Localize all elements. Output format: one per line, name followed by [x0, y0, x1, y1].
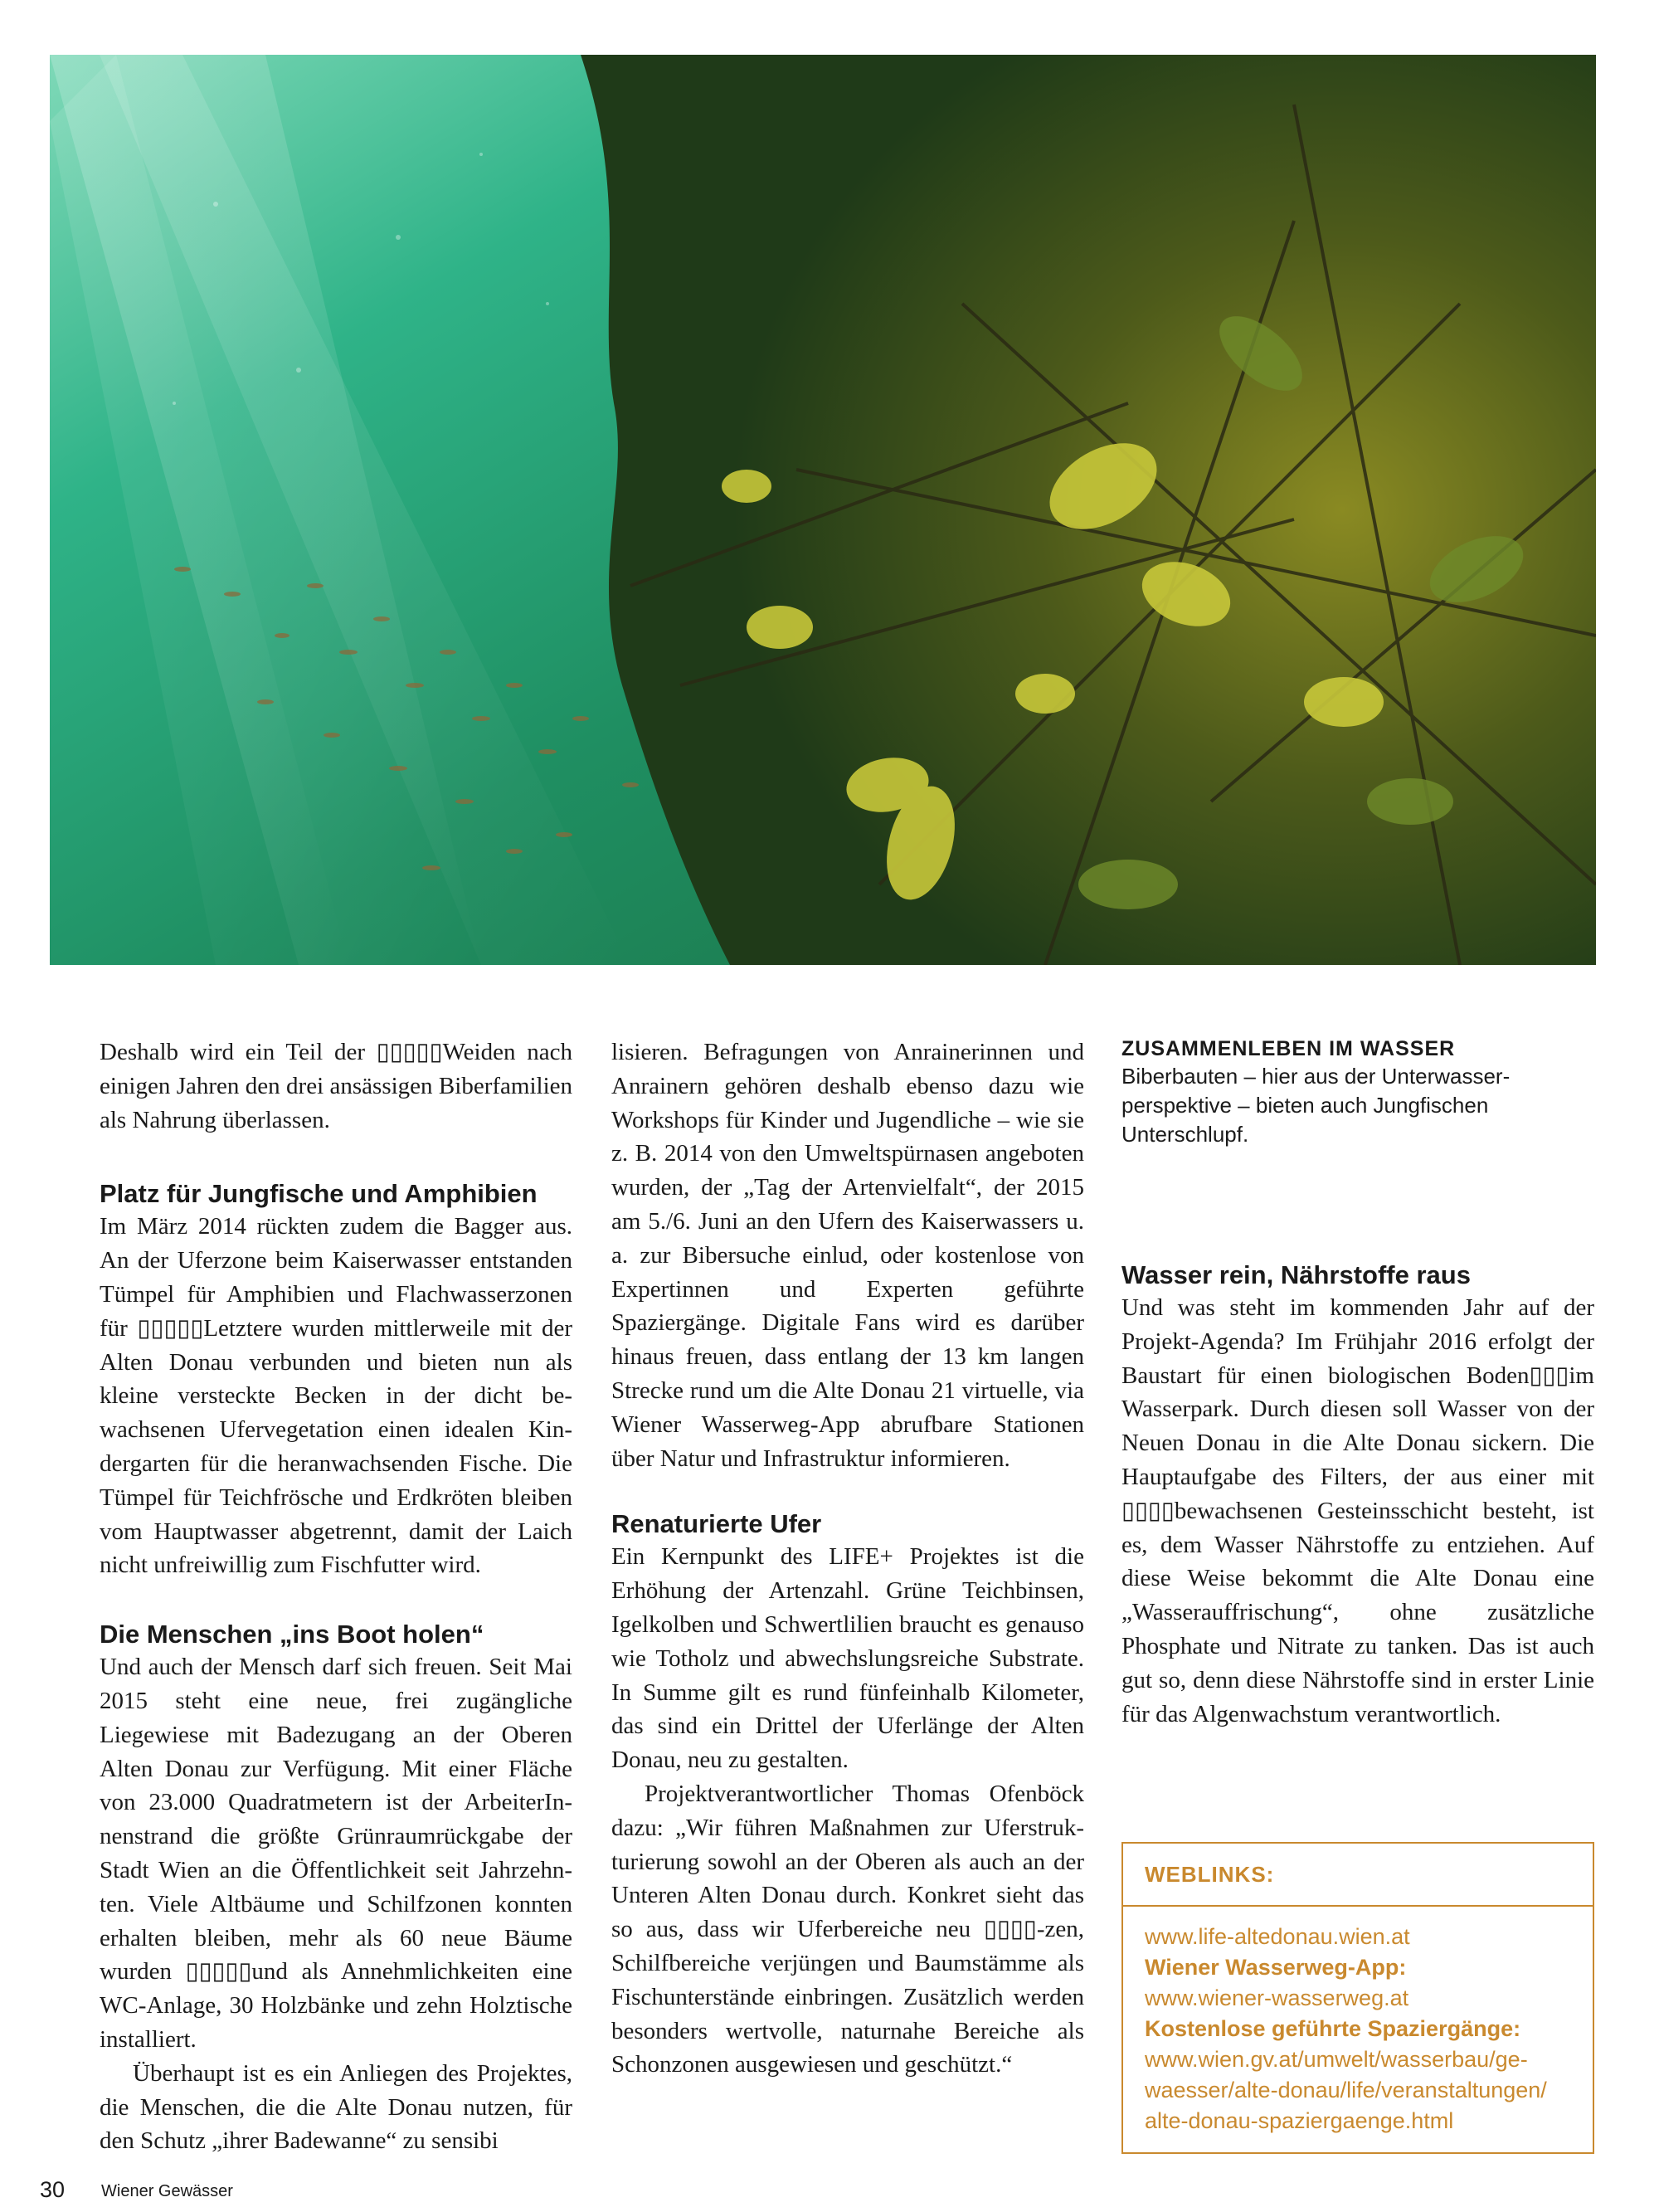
subheading: Wasser rein, Nährstoffe raus: [1121, 1260, 1471, 1289]
paragraph: Im März 2014 rückten zudem die Bagger aus. An der Uferzone beim Kaiserwasser entstanden Tümpel für Amphibien und Flachwasserzonen für ▯▯▯▯▯Letztere wurden mittlerweile mit der Alten Donau verbunden und bieten nun als kleine versteckte Becken in der dicht bewachsenen Ufervegetation einen idealen Kindergarten für die heranwachsenden Fische. Die Tümpel für Teichfrösche und Erdkröten bleiben vom Hauptwasser abgetrennt, damit der Laich nicht unfreiwillig zum Fischfutter wird.: [100, 1213, 572, 1579]
article-column-3: [1121, 1259, 1594, 1731]
underwater-illustration: [50, 55, 1596, 965]
paragraph: Projektverantwortlicher Thomas Ofenböck dazu: „Wir führen Maßnahmen zur Uferstrukturierung sowohl an der Oberen als auch an der Unteren Alten Donau durch. Konkret sieht das so aus, dass wir Uferbereiche neu ▯▯▯▯-zen, Schilfbereiche verjüngen und Baumstämme als Fischunterstände einbringen. Zusätzlich werden besonders wertvolle, naturnahe Bereiche als Schonzonen ausgewiesen und geschützt.“: [611, 1780, 1084, 2078]
weblink-spaziergaenge-cont[interactable]: alte-donau-spaziergaenge.html: [1145, 2108, 1454, 2133]
caption-title: ZUSAMMENLEBEN IM WASSER: [1121, 1037, 1456, 1060]
weblink-label: Kostenlose geführte Spaziergänge:: [1145, 2016, 1521, 2041]
page-number: 30: [40, 2177, 66, 2202]
weblink-life-altedonau[interactable]: www.life-altedonau.wien.at: [1145, 1924, 1410, 1949]
weblink-spaziergaenge[interactable]: www.wien.gv.at/umwelt/wasserbau/ge-: [1145, 2047, 1528, 2072]
paragraph: Und was steht im kommenden Jahr auf der Projekt-Agenda? Im Frühjahr 2016 erfolgt der Baustart für einen biologischen Boden▯▯▯im Wasserpark. Durch diesen soll Wasser von der Neuen Donau in die Alte Donau sickern. Die Hauptaufgabe des Filters, der aus einer mit ▯▯▯▯bewachsenen Gesteinsschicht besteht, ist es, dem Wasser Nährstoffe zu entziehen. Auf diese Weise bekommt die Alte Donau eine „Wasserauffrischung“, ohne zusätzliche Phosphate und Nitrate zu tanken. Das ist auch gut so, denn diese Nährstoffe sind in erster Linie für das Algenwachstum verantwortlich.: [1121, 1294, 1594, 1727]
paragraph: lisieren. Befragungen von Anrainerinnen und Anrainern gehören deshalb ebenso dazu wie Workshops für Kinder und Jugendliche – wie sie z. B. 2014 von den Umweltspürnasen angeboten wurden, der „Tag der Artenvielfalt“, der 2015 am 5./6. Juni an den Ufern des Kaiserwassers u. a. zur Bibersuche einlud, oder kostenlose von Expertinnen und Experten geführte Spaziergänge. Digitale Fans wird es darüber hinaus freuen, dass entlang der 13 km langen Strecke rund um die Alte Donau 21 virtuelle, via Wiener Wasserweg-App abrufbare Stationen über Natur und Infrastruktur informieren.: [611, 1039, 1084, 1472]
article-column-2: [611, 1035, 1084, 2082]
article-column-1: [100, 1035, 572, 2158]
paragraph: Deshalb wird ein Teil der ▯▯▯▯▯Weiden nach einigen Jahren den drei ansässigen Biberfamilien als Nahrung überlassen.: [100, 1039, 572, 1133]
caption-text: Biberbauten – hier aus der Unterwasserperspektive – bieten auch Jungfischen Unterschlupf.: [1121, 1064, 1511, 1147]
paragraph: Und auch der Mensch darf sich freuen. Seit Mai 2015 steht eine neue, frei zugängliche Liegewiese mit Badezugang an der Oberen Alten Donau zur Verfügung. Mit einer Fläche von 23.000 Quadratmetern ist der ArbeiterInnenstrand die größte Grünraumrückgabe der Stadt Wien an die Öffentlichkeit seit Jahrzehnten. Viele Altbäume und Schilfzonen konnten erhalten bleiben, mehr als 60 neue Bäume wurden ▯▯▯▯▯und als Annehmlichkeiten eine WC-Anlage, 30 Holzbänke und zehn Holztische installiert.: [100, 1654, 572, 2053]
magazine-title: Wiener Gewässer: [101, 2182, 233, 2200]
subheading: Platz für Jungfische und Amphibien: [100, 1179, 538, 1209]
weblinks-box: [1121, 1842, 1594, 2154]
weblinks-heading: WEBLINKS:: [1145, 1862, 1275, 1887]
subheading: Die Menschen „ins Boot holen“: [100, 1620, 484, 1649]
photo-caption: [1121, 1035, 1594, 1149]
weblink-spaziergaenge-cont[interactable]: waesser/alte-donau/life/veranstaltungen/: [1145, 2078, 1547, 2102]
hero-photo: [50, 55, 1596, 965]
subheading: Renaturierte Ufer: [611, 1509, 822, 1539]
paragraph: Überhaupt ist es ein Anliegen des Projektes, die Menschen, die die Alte Donau nutzen, für den Schutz „ihrer Badewanne“ zu sensibi: [100, 2059, 572, 2155]
weblinks-list: [1123, 1907, 1593, 2136]
weblink-label: Wiener Wasserweg-App:: [1145, 1955, 1407, 1980]
weblink-wiener-wasserweg[interactable]: www.wiener-wasserweg.at: [1145, 1985, 1409, 2010]
paragraph: Ein Kernpunkt des LIFE+ Projektes ist die Erhöhung der Artenzahl. Grüne Teichbinsen, Igelkolben und Schwertlilien braucht es genauso wie Totholz und abwechslungsreiche Substrate. In Summe gilt es rund fünfeinhalb Kilometer, das sind ein Drittel der Uferlänge der Alten Donau, neu zu gestalten.: [611, 1543, 1084, 1774]
